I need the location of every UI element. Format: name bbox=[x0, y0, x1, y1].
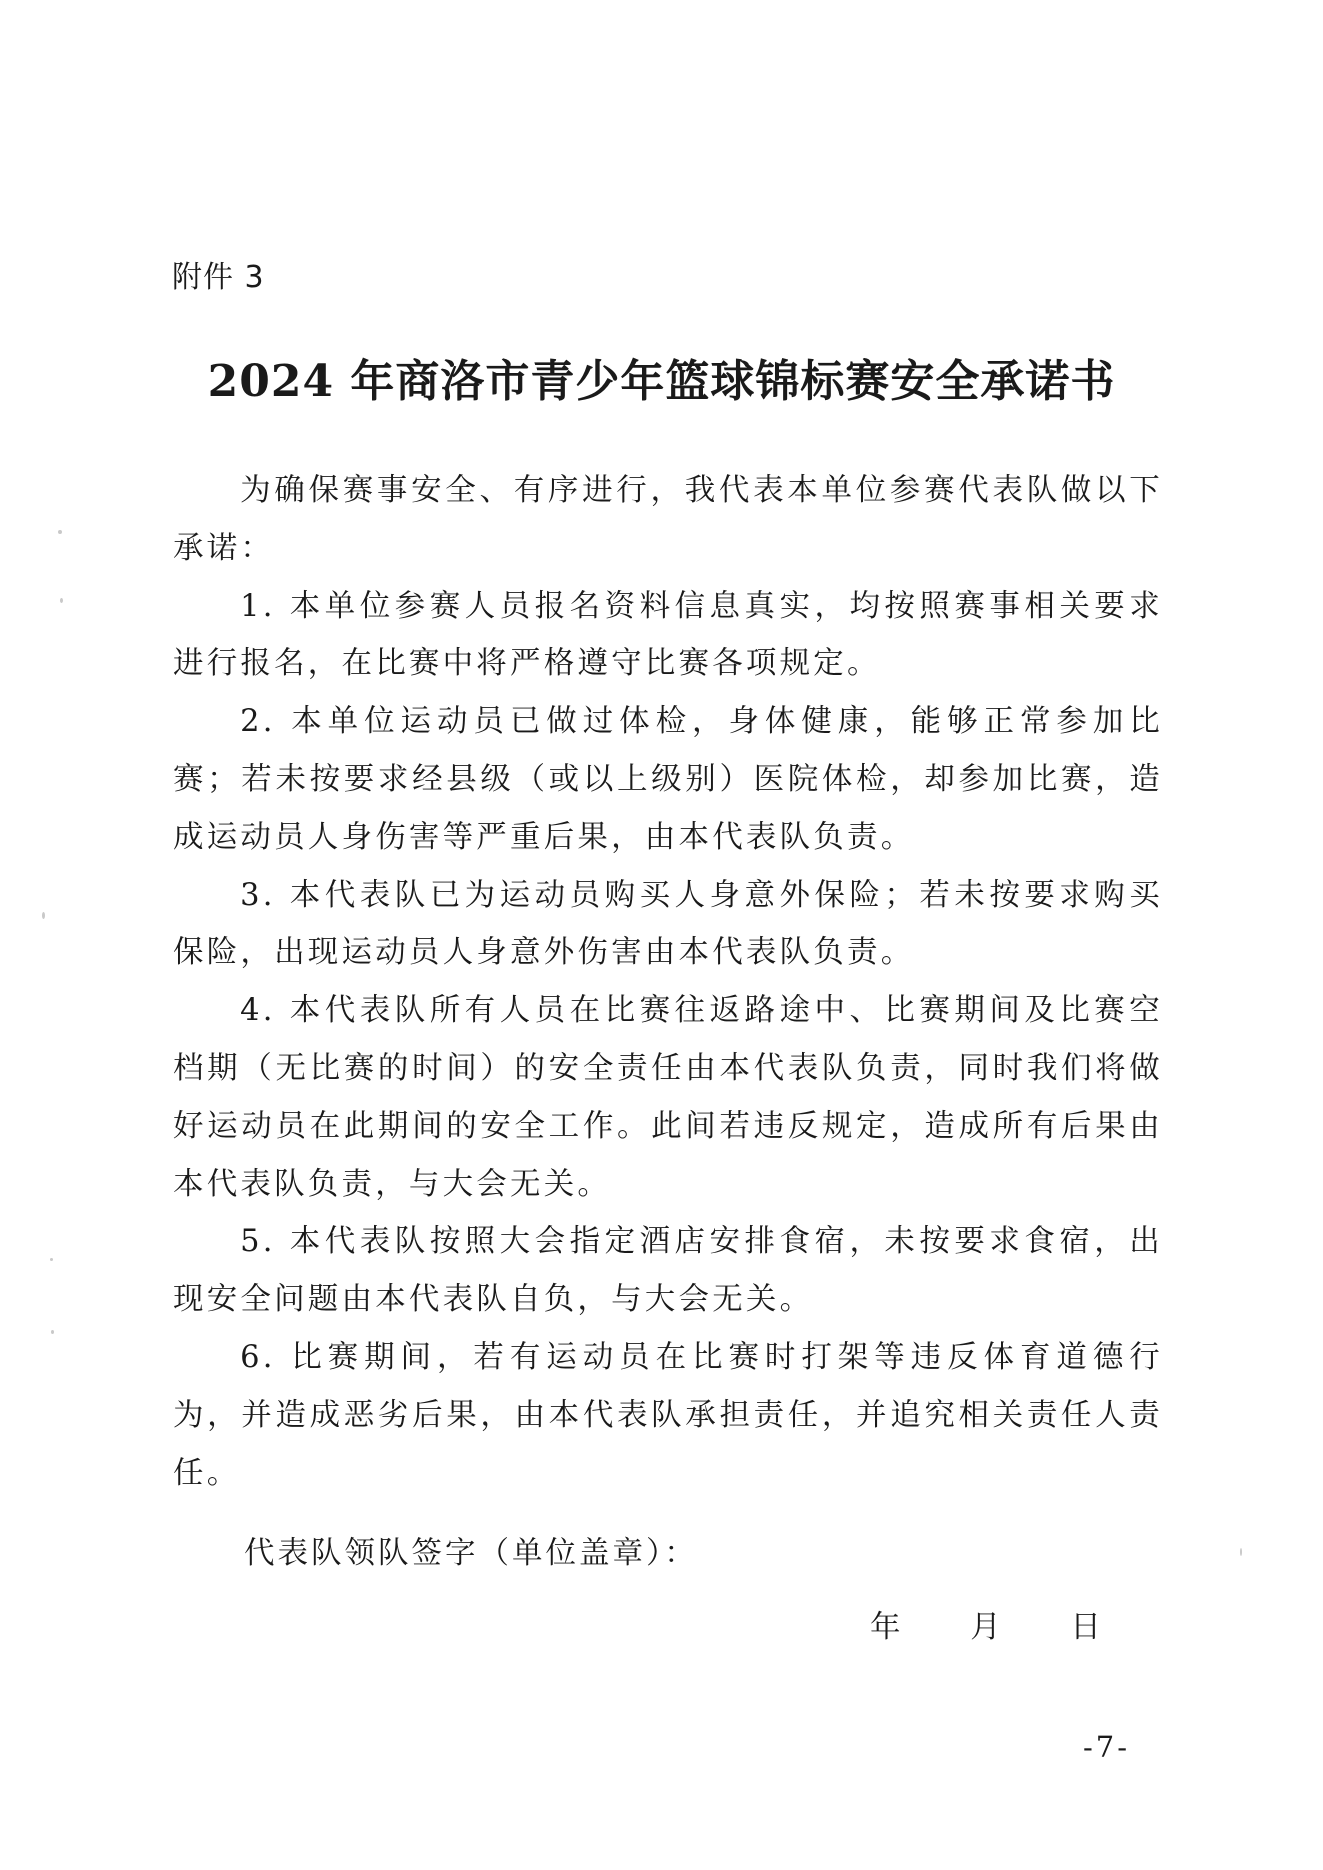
scan-speck bbox=[60, 598, 63, 603]
commitment-item-5: 5. 本代表队按照大会指定酒店安排食宿，未按要求食宿，出现安全问题由本代表队自负，与大会无关。 bbox=[173, 1224, 1163, 1318]
signature-line: 代表队领队签字（单位盖章）： bbox=[244, 1536, 698, 1571]
scan-speck bbox=[50, 1258, 53, 1261]
commitment-item-4: 4. 本代表队所有人员在比赛往返路途中、比赛期间及比赛空档期（无比赛的时间）的安全责任由本代表队负责，同时我们将做好运动员在此期间的安全工作。此间若违反规定，造成所有后果由本代表队负责，与大会无关。 bbox=[173, 993, 1163, 1202]
attachment-label: 附件 3 bbox=[172, 260, 265, 295]
commitment-item-6: 6. 比赛期间，若有运动员在比赛时打架等违反体育道德行为，并造成恶劣后果，由本代表队承担责任，并追究相关责任人责任。 bbox=[173, 1339, 1163, 1491]
commitment-item-3: 3. 本代表队已为运动员购买人身意外保险；若未按要求购买保险，出现运动员人身意外伤害由本代表队负责。 bbox=[173, 877, 1163, 971]
document-body bbox=[173, 462, 1163, 1502]
scan-speck bbox=[42, 912, 45, 919]
date-year: 年 bbox=[870, 1610, 901, 1645]
document-title: 2024 年商洛市青少年篮球锦标赛安全承诺书 bbox=[207, 356, 1116, 407]
date-month: 月 bbox=[970, 1610, 1001, 1645]
date-line bbox=[870, 1602, 1161, 1646]
scan-speck bbox=[58, 530, 62, 534]
commitment-item-2: 2. 本单位运动员已做过体检，身体健康，能够正常参加比赛；若未按要求经县级（或以上级别）医院体检，却参加比赛，造成运动员人身伤害等严重后果，由本代表队负责。 bbox=[173, 704, 1163, 855]
scan-speck bbox=[51, 1330, 54, 1334]
commitment-item-1: 1. 本单位参赛人员报名资料信息真实，均按照赛事相关要求进行报名，在比赛中将严格遵守比赛各项规定。 bbox=[173, 588, 1163, 682]
scan-speck bbox=[1240, 1548, 1242, 1556]
page-number: -7- bbox=[1083, 1730, 1131, 1764]
intro-paragraph: 为确保赛事安全、有序进行，我代表本单位参赛代表队做以下承诺： bbox=[173, 473, 1163, 566]
date-day: 日 bbox=[1070, 1610, 1101, 1645]
